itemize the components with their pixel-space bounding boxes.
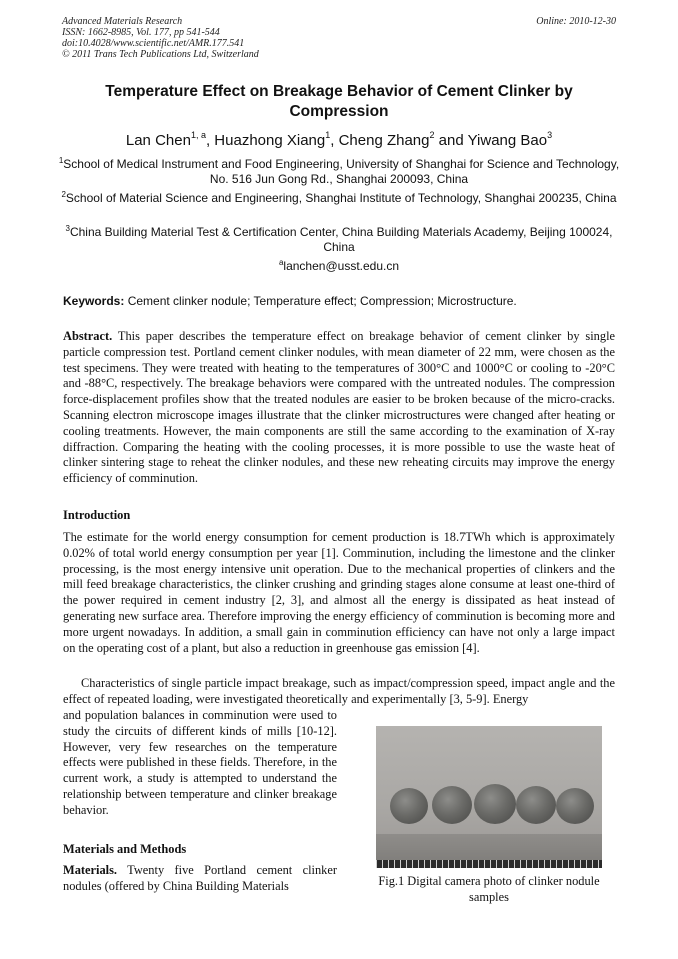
affiliation-sup: 2: [61, 190, 66, 199]
figure-caption: Fig.1 Digital camera photo of clinker nodule samples: [378, 874, 600, 904]
intro-paragraph-2-continued: and population balances in comminution were used to study the circuits of different kinds of mills [10-12]. However, very few researches on the temperature effects were published in these fields. Therefore, in the current work, a study is attempted to understand the relationship between temperature and clinker breakage behavior.: [63, 708, 337, 817]
author-name: Cheng Zhang: [338, 132, 430, 149]
paper-title: Temperature Effect on Breakage Behavior of Cement Clinker by Compression: [105, 83, 573, 120]
author-sup: 3: [547, 130, 553, 140]
clinker-nodule: [432, 786, 472, 824]
journal-issn: ISSN: 1662-8985, Vol. 177, pp 541-544: [62, 27, 220, 38]
abstract-label: Abstract.: [63, 329, 113, 343]
methods-label: Materials.: [63, 863, 118, 877]
clinker-nodule: [516, 786, 556, 824]
journal-header: [62, 16, 616, 60]
affiliation-text: China Building Material Test & Certification Center, China Building Materials Academy, Beijing 100024, China: [69, 225, 613, 254]
affiliation-sup: a: [278, 258, 284, 267]
keywords-label: Keywords:: [63, 294, 125, 308]
section-heading-methods: Materials and Methods: [63, 842, 187, 856]
affiliation-1: [58, 157, 620, 187]
author-name: Huazhong Xiang: [214, 132, 326, 149]
clinker-nodule: [474, 784, 516, 824]
online-date: Online: 2010-12-30: [536, 16, 616, 27]
journal-copyright: © 2011 Trans Tech Publications Ltd, Switzerland: [62, 49, 259, 60]
author-separator: ,: [205, 132, 215, 149]
affiliation-3: [58, 225, 620, 255]
author-name: Yiwang Bao: [467, 132, 548, 149]
affiliation-sup: 3: [65, 224, 70, 233]
author-separator: and: [434, 132, 468, 149]
abstract-text: This paper describes the temperature effect on breakage behavior of cement clinker by single particle compression test. Portland cement clinker nodules, with mean diameter of 22 mm, were chosen as the test specimens. They were treated with heating to the temperatures of 300°C and 1000°C or cooling to -20°C and -88°C, respectively. The breakage behaviors were compared with the untreated nodules. The compression force-displacement profiles show that the treated nodules are easier to be broken because of the micro-cracks. Scanning electron microscope images illustrate that the clinker microstructures were changed after heating or cooling treatments. However, the main components are still the same according to the examination of X-ray diffraction. Comparing the heating with the cooling processes, it is more possible to use the waste heat of clinker sintering stage to reheat the clinker nodules, and these new reheating circuits may improve the energy efficiency of comminution.: [63, 329, 616, 486]
affiliation-sup: 1: [58, 156, 64, 165]
author-sup: 2: [429, 130, 435, 140]
author-sup: 1, a: [190, 130, 206, 140]
section-heading-introduction: Introduction: [63, 508, 131, 522]
clinker-photo: [376, 726, 602, 868]
abstract: [63, 329, 615, 487]
author-sup: 1: [325, 130, 331, 140]
keywords-text: Cement clinker nodule; Temperature effect; Compression; Microstructure.: [127, 294, 517, 308]
keywords: [63, 294, 615, 309]
methods-paragraph: [63, 863, 337, 895]
clinker-nodule: [390, 788, 428, 824]
journal-name: Advanced Materials Research: [62, 16, 183, 27]
author-list: [40, 131, 638, 151]
clinker-nodule: [556, 788, 594, 824]
affiliation-email: [58, 259, 620, 274]
methods-text: Twenty five Portland cement clinker nodules (offered by China Building Materials: [63, 863, 337, 893]
intro-paragraph-2: Characteristics of single particle impact breakage, such as impact/compression speed, impact angle and the effect of repeated loading, were investigated theoretically and experimentally [3, 5-9]. Energy: [63, 676, 615, 706]
author-name: Lan Chen: [125, 132, 191, 149]
affiliation-2: [58, 191, 620, 206]
author-separator: ,: [330, 132, 339, 149]
affiliation-text: School of Medical Instrument and Food Engineering, University of Shanghai for Science and Technology, No. 516 Jun Gong Rd., Shanghai 200093, China: [63, 157, 620, 186]
affiliation-text: School of Material Science and Engineering, Shanghai Institute of Technology, Shanghai 200235, China: [65, 191, 617, 205]
email-link[interactable]: lanchen@usst.edu.cn: [283, 259, 400, 273]
intro-paragraph-1: The estimate for the world energy consumption for cement production is 18.7TWh which is approximately 0.02% of total world energy consumption per year [1]. Comminution, including the limestone and the clinker processing, is the most energy intensive unit operation. Due to the mechanical properties of clinkers and the mill feed breakage characteristics, the clinker crushing and grinding stages alone consume at least one-third of the power required in cement industry [2, 3], and almost all the energy is dissipated as heat instead of generating new surface area. Therefore improving the energy efficiency of comminution is becoming more and more urgent nowadays. In addition, a small gain in comminution efficiency can have not only a large impact on the operating cost of a plant, but also a reduction in greenhouse gas emission [4].: [63, 530, 615, 655]
journal-doi: doi:10.4028/www.scientific.net/AMR.177.541: [62, 38, 245, 49]
photo-ruler: [376, 860, 602, 868]
